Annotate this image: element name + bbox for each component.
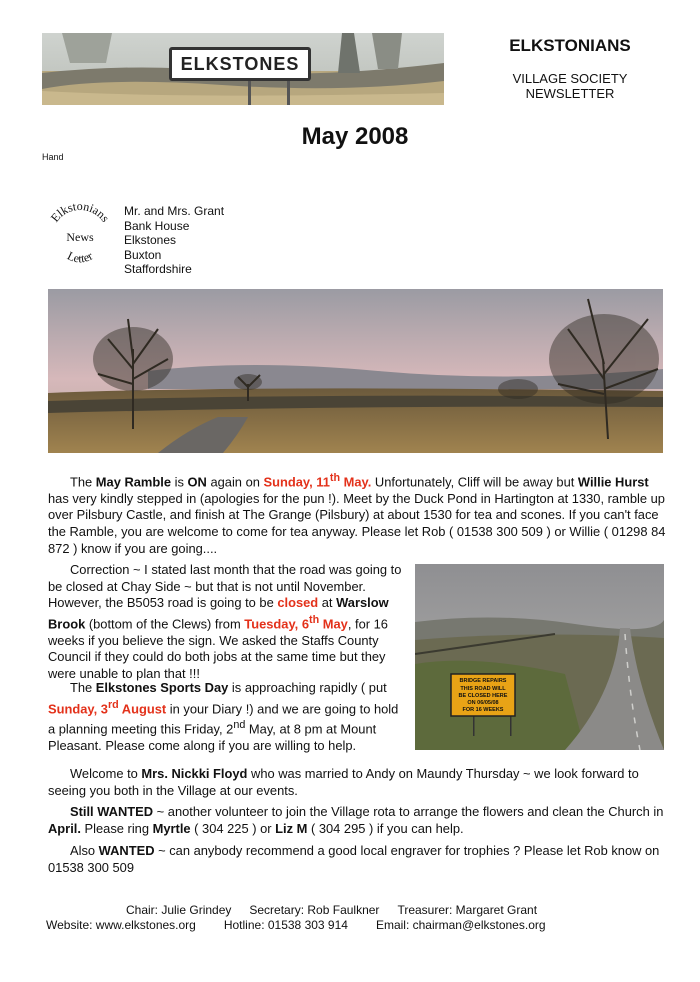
paragraph-volunteer <box>48 804 668 837</box>
subtitle-line: VILLAGE SOCIETY <box>512 71 628 86</box>
bold-run: Elkstones Sports Day <box>95 680 229 695</box>
text-run: ~ can anybody recommend a good local engraver for trophies ? Please let Rob know on 01538 300 509 <box>48 843 660 875</box>
paragraph-sports-day <box>48 680 408 755</box>
footer-contacts <box>46 918 546 932</box>
address-line: Mr. and Mrs. Grant <box>124 204 225 218</box>
footer-treasurer: Treasurer: Margaret Grant <box>397 903 538 917</box>
highlight-run: closed <box>277 595 319 611</box>
bold-run: April. <box>48 820 81 836</box>
recipient-address <box>124 204 224 277</box>
road-photo <box>415 564 664 750</box>
village-sign: ELKSTONES <box>169 47 311 81</box>
address-line: Bank House <box>124 218 190 233</box>
sign-line: BRIDGE REPAIRS <box>459 678 507 684</box>
text-run: Also <box>70 843 99 858</box>
bold-run: Myrtle <box>152 820 191 836</box>
text-run: in your Diary !) and we are going to hold a planning meeting this Friday, 2 <box>48 700 399 737</box>
highlight-run: May. <box>340 474 372 490</box>
issue-date: May 2008 <box>301 123 409 150</box>
paragraph-welcome <box>48 766 668 799</box>
sign-line: FOR 16 WEEKS <box>462 707 504 713</box>
footer-chair: Chair: Julie Grindey <box>126 903 232 917</box>
bold-run: WANTED <box>98 843 155 858</box>
paragraph-road-closure <box>48 562 408 682</box>
text-run: ( 304 295 ) if you can help. <box>307 820 464 836</box>
bold-run: Warslow Brook <box>48 595 389 632</box>
text-run: ~ another volunteer to join the Village rota to arrange the flowers and clean the Church in <box>153 804 664 819</box>
paragraph-engraver <box>48 843 668 876</box>
bold-run: ON <box>187 474 207 490</box>
bold-run: Mrs. Nickki Floyd <box>141 766 248 781</box>
footer-secretary: Secretary: Rob Faulkner <box>249 903 380 917</box>
text-run: is <box>171 474 188 490</box>
footer-email: Email: chairman@elkstones.org <box>375 918 546 932</box>
ordinal-suffix: th <box>309 613 320 626</box>
delivery-note: Hand <box>42 152 64 162</box>
text-run: Please ring <box>80 820 153 836</box>
address-line: Staffordshire <box>124 262 192 277</box>
bold-run: May Ramble <box>95 474 172 490</box>
text-run: The <box>70 474 96 490</box>
highlight-run: Tuesday, 6 <box>244 616 309 632</box>
highlight-run: August <box>118 700 167 716</box>
ordinal-suffix: nd <box>233 719 246 732</box>
newsletter-subtitle <box>470 71 670 101</box>
text-run: Correction ~ I stated last month that the road was going to be closed at Chay Side ~ but that is not until November. However, the B5053 road is going to be <box>48 562 402 611</box>
text-run: ( 304 225 ) or <box>190 820 276 836</box>
text-run: The <box>70 680 96 695</box>
text-run: again on <box>206 474 264 490</box>
svg-text:Letter <box>65 249 95 266</box>
paragraph-may-ramble <box>48 470 668 557</box>
text-run: who was married to Andy on Maundy Thursday ~ we look forward to seeing you both in the Village at our events. <box>48 766 639 798</box>
highlight-run: Sunday, 11 <box>263 474 330 490</box>
text-run: at <box>318 595 337 611</box>
sign-line: ON 06/05/08 <box>467 700 499 706</box>
text-run: has very kindly stepped in (apologies for the pun !). Meet by the Duck Pond in Hartington at 1330, ramble up over Pilsbury Castle, and finish at The Grange (Pilsbury) at about 1530 for tea and scones. If you can't face the Ramble, you are welcome to come for tea anyway. Please let Rob ( 01538 300 509 ) or Willie ( 01298 84 872 ) know if you are going.... <box>48 490 666 556</box>
bold-run: Willie Hurst <box>577 474 649 490</box>
address-line: Elkstones <box>124 233 177 248</box>
text-run: (bottom of the Clews) from <box>85 616 245 632</box>
sign-line: THIS ROAD WILL <box>460 686 506 692</box>
svg-text:Elkstonians <box>48 199 113 225</box>
landscape-photo <box>48 289 663 453</box>
ordinal-suffix: rd <box>107 698 119 711</box>
subtitle-line: NEWSLETTER <box>525 86 615 101</box>
logo-word: Letter <box>65 248 96 266</box>
logo-word: Elkstonians <box>47 198 113 225</box>
text-run: is approaching rapidly ( put <box>228 680 387 695</box>
text-run: , for 16 weeks if you believe the sign. We asked the Staffs County Council if they could do both jobs at the same time but they were unable to plan that !!! <box>48 616 388 681</box>
text-run: Unfortunately, Cliff will be away but <box>371 474 578 490</box>
bold-run: Still WANTED <box>70 804 154 819</box>
ordinal-suffix: th <box>329 472 341 484</box>
society-name: ELKSTONIANS <box>509 36 631 55</box>
text-run: Welcome to <box>70 766 142 781</box>
address-line: Buxton <box>124 247 162 262</box>
logo-word: News <box>66 230 94 244</box>
highlight-run: Sunday, 3 <box>48 700 108 716</box>
footer-hotline: Hotline: 01538 303 914 <box>223 918 348 932</box>
newsletter-logo <box>44 198 116 270</box>
sign-line: BE CLOSED HERE <box>458 693 508 699</box>
text-run: May, at 8 pm at Mount Pleasant. Please come along if you are willing to help. <box>48 721 377 754</box>
bold-run: Liz M <box>275 820 308 836</box>
footer-website: Website: www.elkstones.org <box>46 918 196 932</box>
footer-officers <box>126 903 537 917</box>
highlight-run: May <box>319 616 348 632</box>
